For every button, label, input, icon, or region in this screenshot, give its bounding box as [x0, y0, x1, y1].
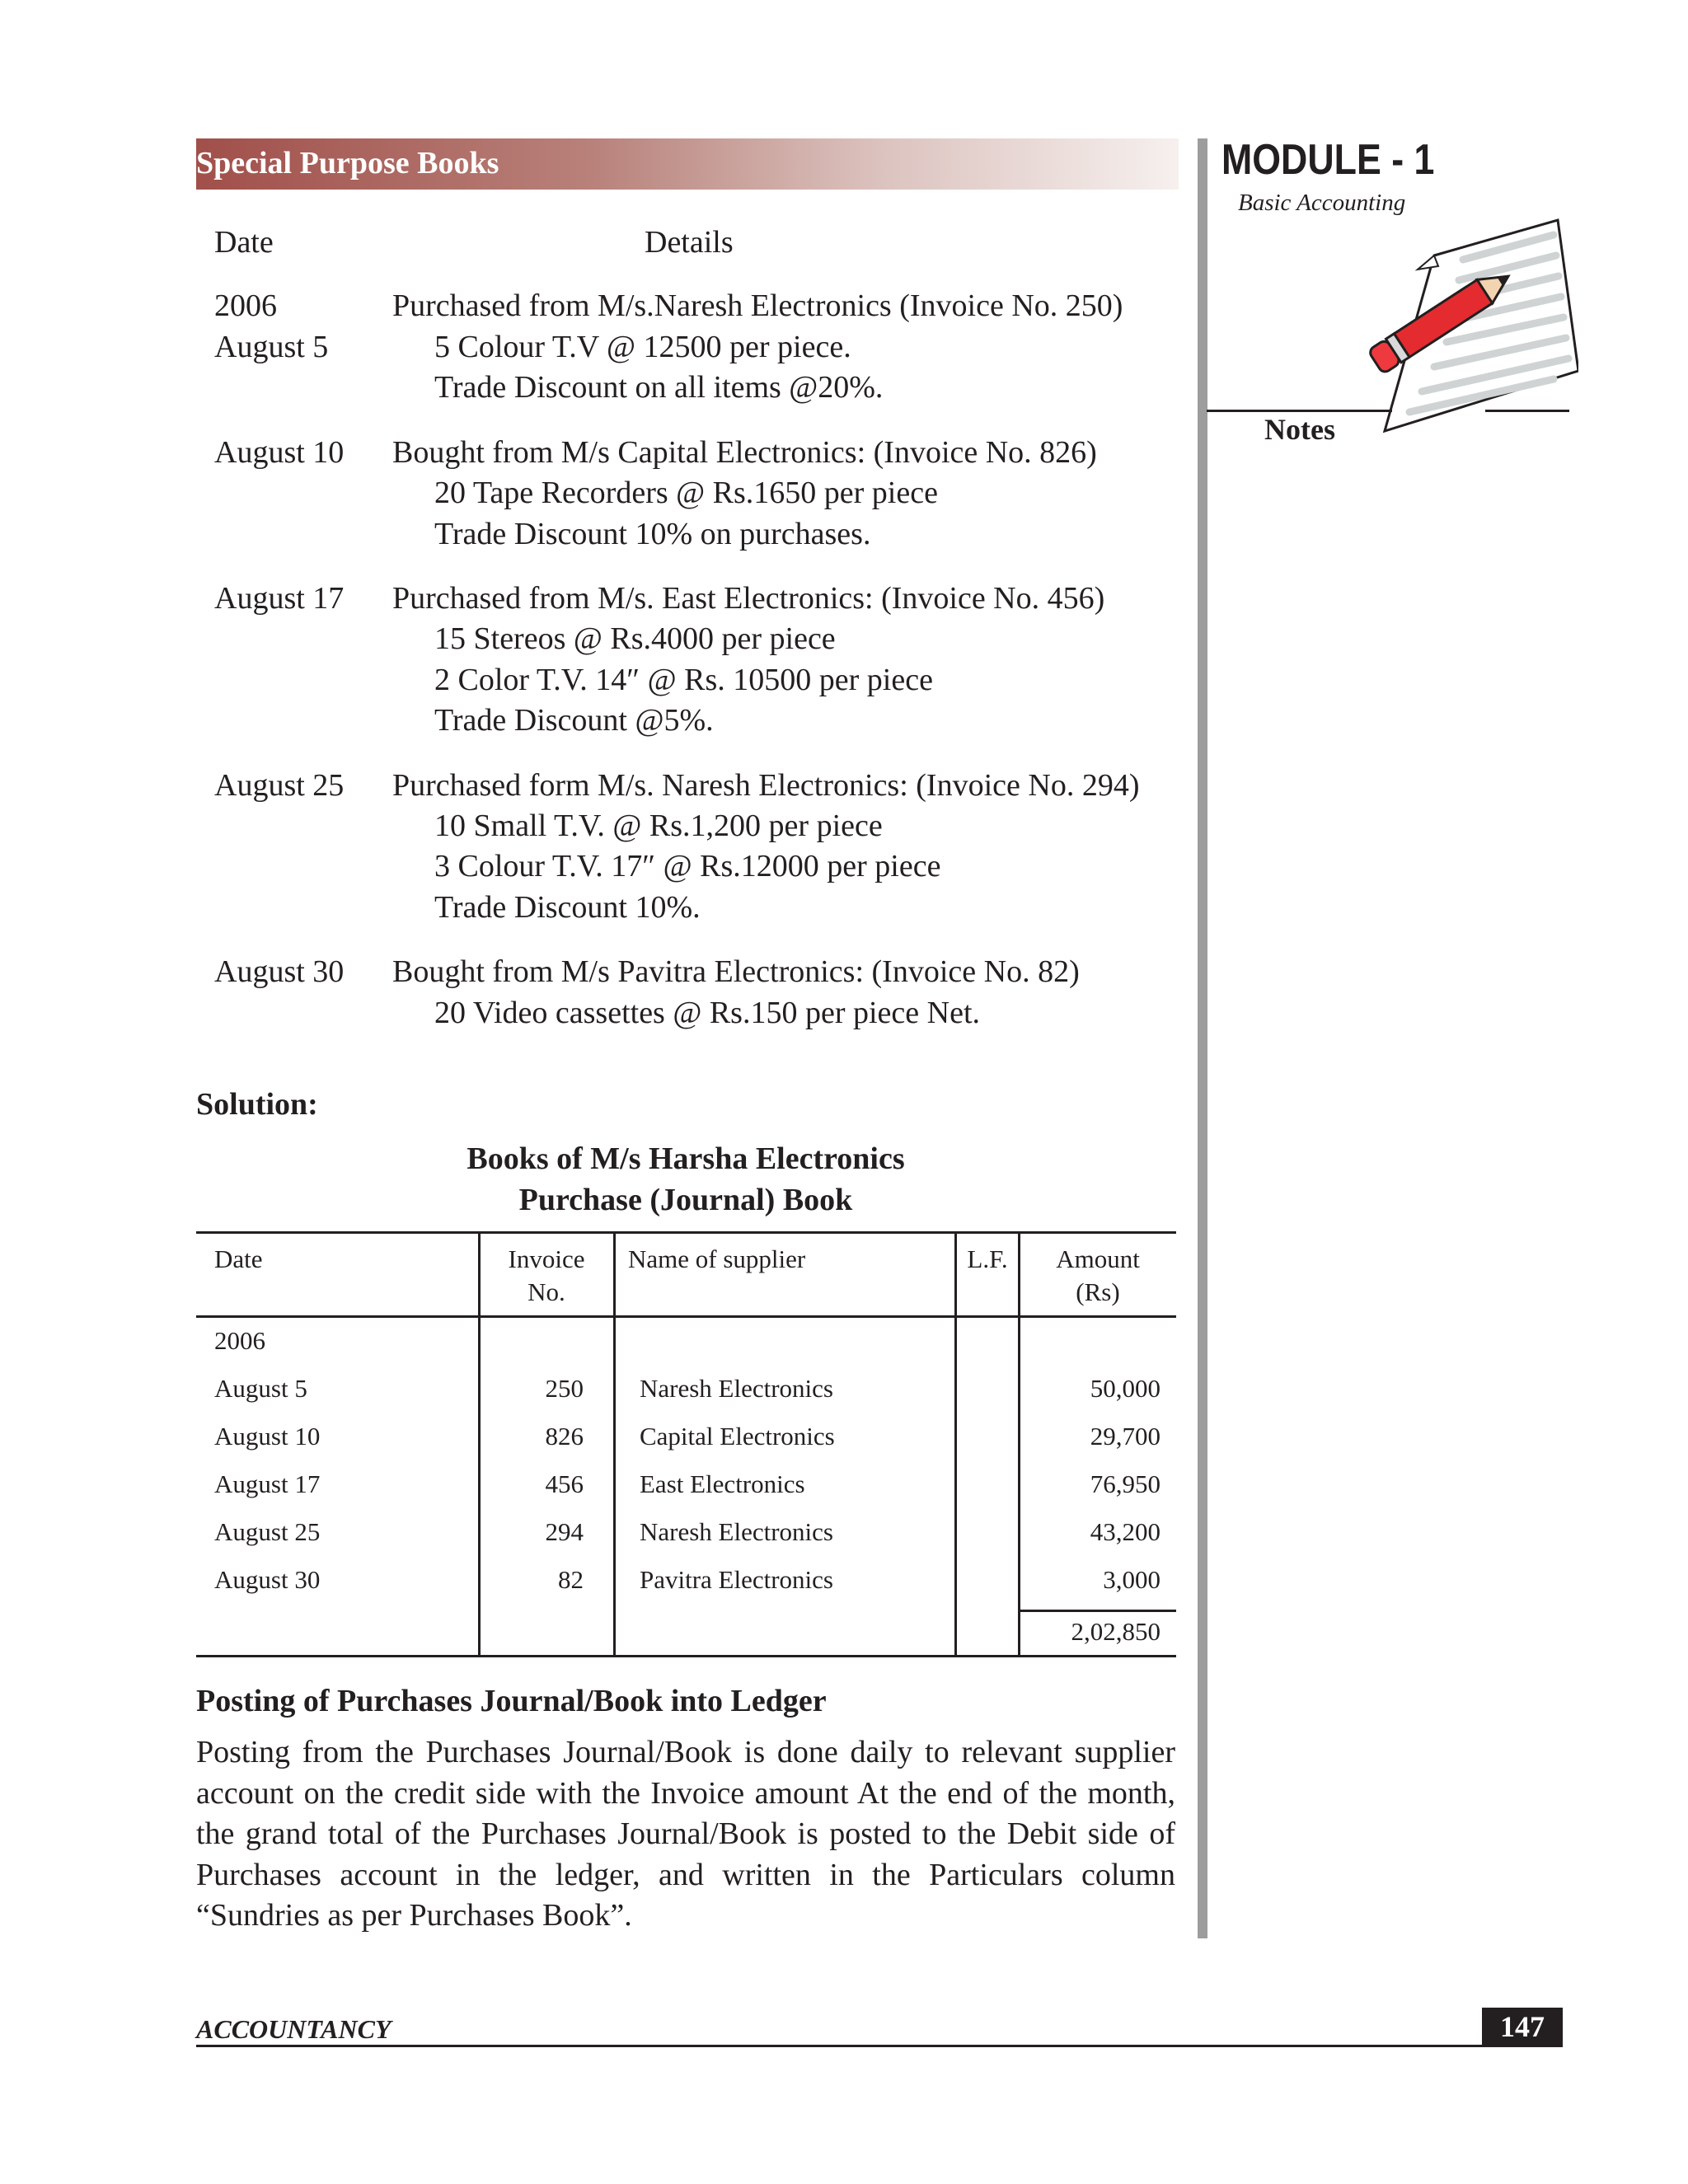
- entry-head: Purchased from M/s. East Electronics: (Invoice No. 456): [392, 581, 1105, 616]
- table-top-rule: [196, 1231, 1176, 1234]
- solution-label: Solution:: [196, 1087, 318, 1122]
- row-invoice: 456: [545, 1469, 584, 1498]
- footer-subject: ACCOUNTANCY: [196, 2014, 392, 2044]
- entry-line: 10 Small T.V. @ Rs.1,200 per piece: [434, 808, 883, 843]
- col-header-supplier: Name of supplier: [628, 1244, 806, 1273]
- entry-head: Bought from M/s Pavitra Electronics: (Invoice No. 82): [392, 954, 1080, 989]
- entry-date: August 5: [214, 330, 329, 364]
- entry-line: Trade Discount @5%.: [434, 703, 714, 738]
- journal-total: 2,02,850: [1071, 1617, 1160, 1646]
- posting-heading: Posting of Purchases Journal/Book into Ledger: [196, 1684, 827, 1718]
- col-header-lf: L.F.: [967, 1244, 1008, 1273]
- row-date: August 5: [214, 1374, 307, 1403]
- notes-label: Notes: [1264, 413, 1335, 446]
- page-number: 147: [1500, 2010, 1545, 2043]
- entry-line: Trade Discount on all items @20%.: [434, 370, 884, 405]
- section-title: Special Purpose Books: [196, 146, 499, 180]
- journal-title: Purchase (Journal) Book: [518, 1183, 853, 1217]
- entry-line: 15 Stereos @ Rs.4000 per piece: [434, 621, 836, 656]
- row-amount: 43,200: [1090, 1517, 1160, 1546]
- table-header-rule: [196, 1315, 1176, 1318]
- details-details-header: Details: [645, 225, 734, 260]
- row-invoice: 826: [545, 1422, 584, 1451]
- margin-divider: [1198, 138, 1207, 1938]
- row-supplier: Pavitra Electronics: [640, 1565, 833, 1594]
- row-amount: 29,700: [1090, 1422, 1160, 1451]
- table-col-divider: [478, 1231, 481, 1657]
- footer-rule: [196, 2045, 1563, 2047]
- details-date-header: Date: [214, 225, 274, 260]
- entry-line: 20 Tape Recorders @ Rs.1650 per piece: [434, 476, 938, 510]
- row-date: August 10: [214, 1422, 321, 1451]
- notepad-pencil-icon: [1356, 210, 1578, 441]
- col-header-invoice: Invoice: [508, 1244, 585, 1273]
- row-supplier: Naresh Electronics: [640, 1517, 833, 1546]
- table-col-divider: [613, 1231, 616, 1657]
- row-invoice: 294: [545, 1517, 584, 1546]
- row-supplier: Capital Electronics: [640, 1422, 835, 1451]
- entry-head: Purchased form M/s. Naresh Electronics: (Invoice No. 294): [392, 768, 1140, 803]
- row-invoice: 250: [545, 1374, 584, 1403]
- table-col-divider: [954, 1231, 957, 1657]
- row-amount: 3,000: [1103, 1565, 1160, 1594]
- entry-line: 3 Colour T.V. 17″ @ Rs.12000 per piece: [434, 849, 941, 883]
- col-header-invoice-no: No.: [528, 1277, 565, 1306]
- entry-date: August 10: [214, 435, 345, 470]
- module-subtitle: Basic Accounting: [1238, 190, 1406, 216]
- details-year: 2006: [214, 288, 277, 323]
- row-amount: 76,950: [1090, 1469, 1160, 1498]
- row-supplier: East Electronics: [640, 1469, 805, 1498]
- books-title: Books of M/s Harsha Electronics: [467, 1141, 905, 1176]
- amount-total-rule: [1020, 1610, 1176, 1612]
- entry-line: 20 Video cassettes @ Rs.150 per piece Net.: [434, 996, 981, 1030]
- journal-year: 2006: [214, 1326, 265, 1355]
- entry-date: August 30: [214, 954, 345, 989]
- entry-line: 2 Color T.V. 14″ @ Rs. 10500 per piece: [434, 663, 933, 697]
- row-invoice: 82: [558, 1565, 584, 1594]
- entry-line: Trade Discount 10% on purchases.: [434, 517, 871, 551]
- module-title: MODULE - 1: [1221, 136, 1435, 184]
- col-header-date: Date: [214, 1244, 263, 1273]
- entry-date: August 25: [214, 768, 345, 803]
- notes-rule-right: [1485, 410, 1569, 412]
- table-bottom-rule: [196, 1655, 1176, 1657]
- row-supplier: Naresh Electronics: [640, 1374, 833, 1403]
- entry-date: August 17: [214, 581, 345, 616]
- entry-line: 5 Colour T.V @ 12500 per piece.: [434, 330, 851, 364]
- entry-line: Trade Discount 10%.: [434, 890, 701, 925]
- row-amount: 50,000: [1090, 1374, 1160, 1403]
- row-date: August 25: [214, 1517, 321, 1546]
- row-date: August 30: [214, 1565, 321, 1594]
- col-header-amount-unit: (Rs): [1076, 1277, 1120, 1306]
- entry-head: Bought from M/s Capital Electronics: (Invoice No. 826): [392, 435, 1097, 470]
- row-date: August 17: [214, 1469, 321, 1498]
- entry-head: Purchased from M/s.Naresh Electronics (Invoice No. 250): [392, 288, 1123, 323]
- posting-paragraph: Posting from the Purchases Journal/Book is done daily to relevant supplier account on the credit side with the Invoice amount At the end of the month, the grand total of the Purchases Journal/Book is posted to the Debit side of Purchases account in the ledger, and written in the Particulars column “Sundries as per Purchases Book”.: [196, 1735, 1175, 1933]
- section-header-band: [196, 138, 1179, 190]
- col-header-amount: Amount: [1056, 1244, 1140, 1273]
